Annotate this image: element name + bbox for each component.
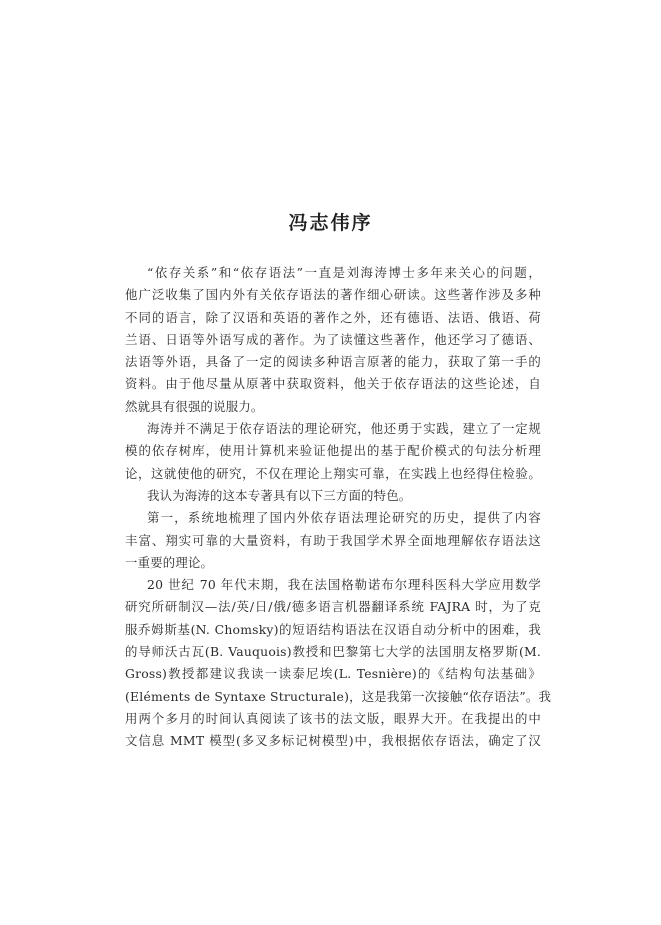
text-line: 第一，系统地梳理了国内外依存语法理论研究的历史，提供了内容 bbox=[147, 510, 541, 526]
text-line: “依存关系”和“依存语法”一直是刘海涛博士多年来关心的问题， bbox=[147, 265, 541, 280]
text-line: 兰语、日语等外语写成的著作。为了读懂这些著作，他还学习了德语、 bbox=[125, 331, 541, 347]
text-line: 丰富、翔实可靠的大量资料，有助于我国学术界全面地理解依存语法这 bbox=[125, 532, 541, 548]
text-line: 研究所研制汉—法/英/日/俄/德多语言机器翻译系统 FAJRA 时，为了克 bbox=[125, 599, 541, 615]
text-line: 资料。由于他尽量从原著中获取资料，他关于依存语法的这些论述，自 bbox=[125, 376, 541, 392]
text-line: 他广泛收集了国内外有关依存语法的著作细心研读。这些著作涉及多种 bbox=[125, 287, 541, 303]
text-line: 文信息 MMT 模型(多叉多标记树模型)中，我根据依存语法，确定了汉 bbox=[125, 733, 541, 749]
text-line: 法语等外语，具备了一定的阅读多种语言原著的能力，获取了第一手的 bbox=[125, 354, 541, 370]
preface-body bbox=[125, 262, 552, 753]
text-line: 20 世纪 70 年代末期，我在法国格勒诺布尔理科医科大学应用数学 bbox=[147, 577, 541, 593]
text-line: Gross)教授都建议我读一读泰尼埃(L. Tesnière)的《结构句法基础》 bbox=[125, 666, 541, 682]
text-line: 论，这就使他的研究，不仅在理论上翔实可靠，在实践上也经得住检验。 bbox=[125, 465, 541, 481]
text-line: 海涛并不满足于依存语法的理论研究，他还勇于实践，建立了一定规 bbox=[147, 421, 541, 437]
text-line: 然就具有很强的说服力。 bbox=[125, 398, 264, 414]
text-line: 模的依存树库，使用计算机来验证他提出的基于配价模式的句法分析理 bbox=[125, 443, 541, 459]
text-line: (Eléments de Syntaxe Structurale)，这是我第一次接触“依存语法”。我 bbox=[125, 688, 552, 704]
page-title: 冯志伟序 bbox=[288, 212, 373, 234]
text-line: 一重要的理论。 bbox=[125, 554, 214, 570]
text-line: 服乔姆斯基(N. Chomsky)的短语结构语法在汉语自动分析中的困难，我 bbox=[125, 621, 541, 637]
text-line: 不同的语言，除了汉语和英语的著作之外，还有德语、法语、俄语、荷 bbox=[125, 309, 541, 325]
text-line: 的导师沃古瓦(B. Vauquois)教授和巴黎第七大学的法国朋友格罗斯(M. bbox=[125, 644, 541, 660]
text-line: 用两个多月的时间认真阅读了该书的法文版，眼界大开。在我提出的中 bbox=[125, 710, 541, 726]
text-line: 我认为海涛的这本专著具有以下三方面的特色。 bbox=[147, 487, 412, 503]
